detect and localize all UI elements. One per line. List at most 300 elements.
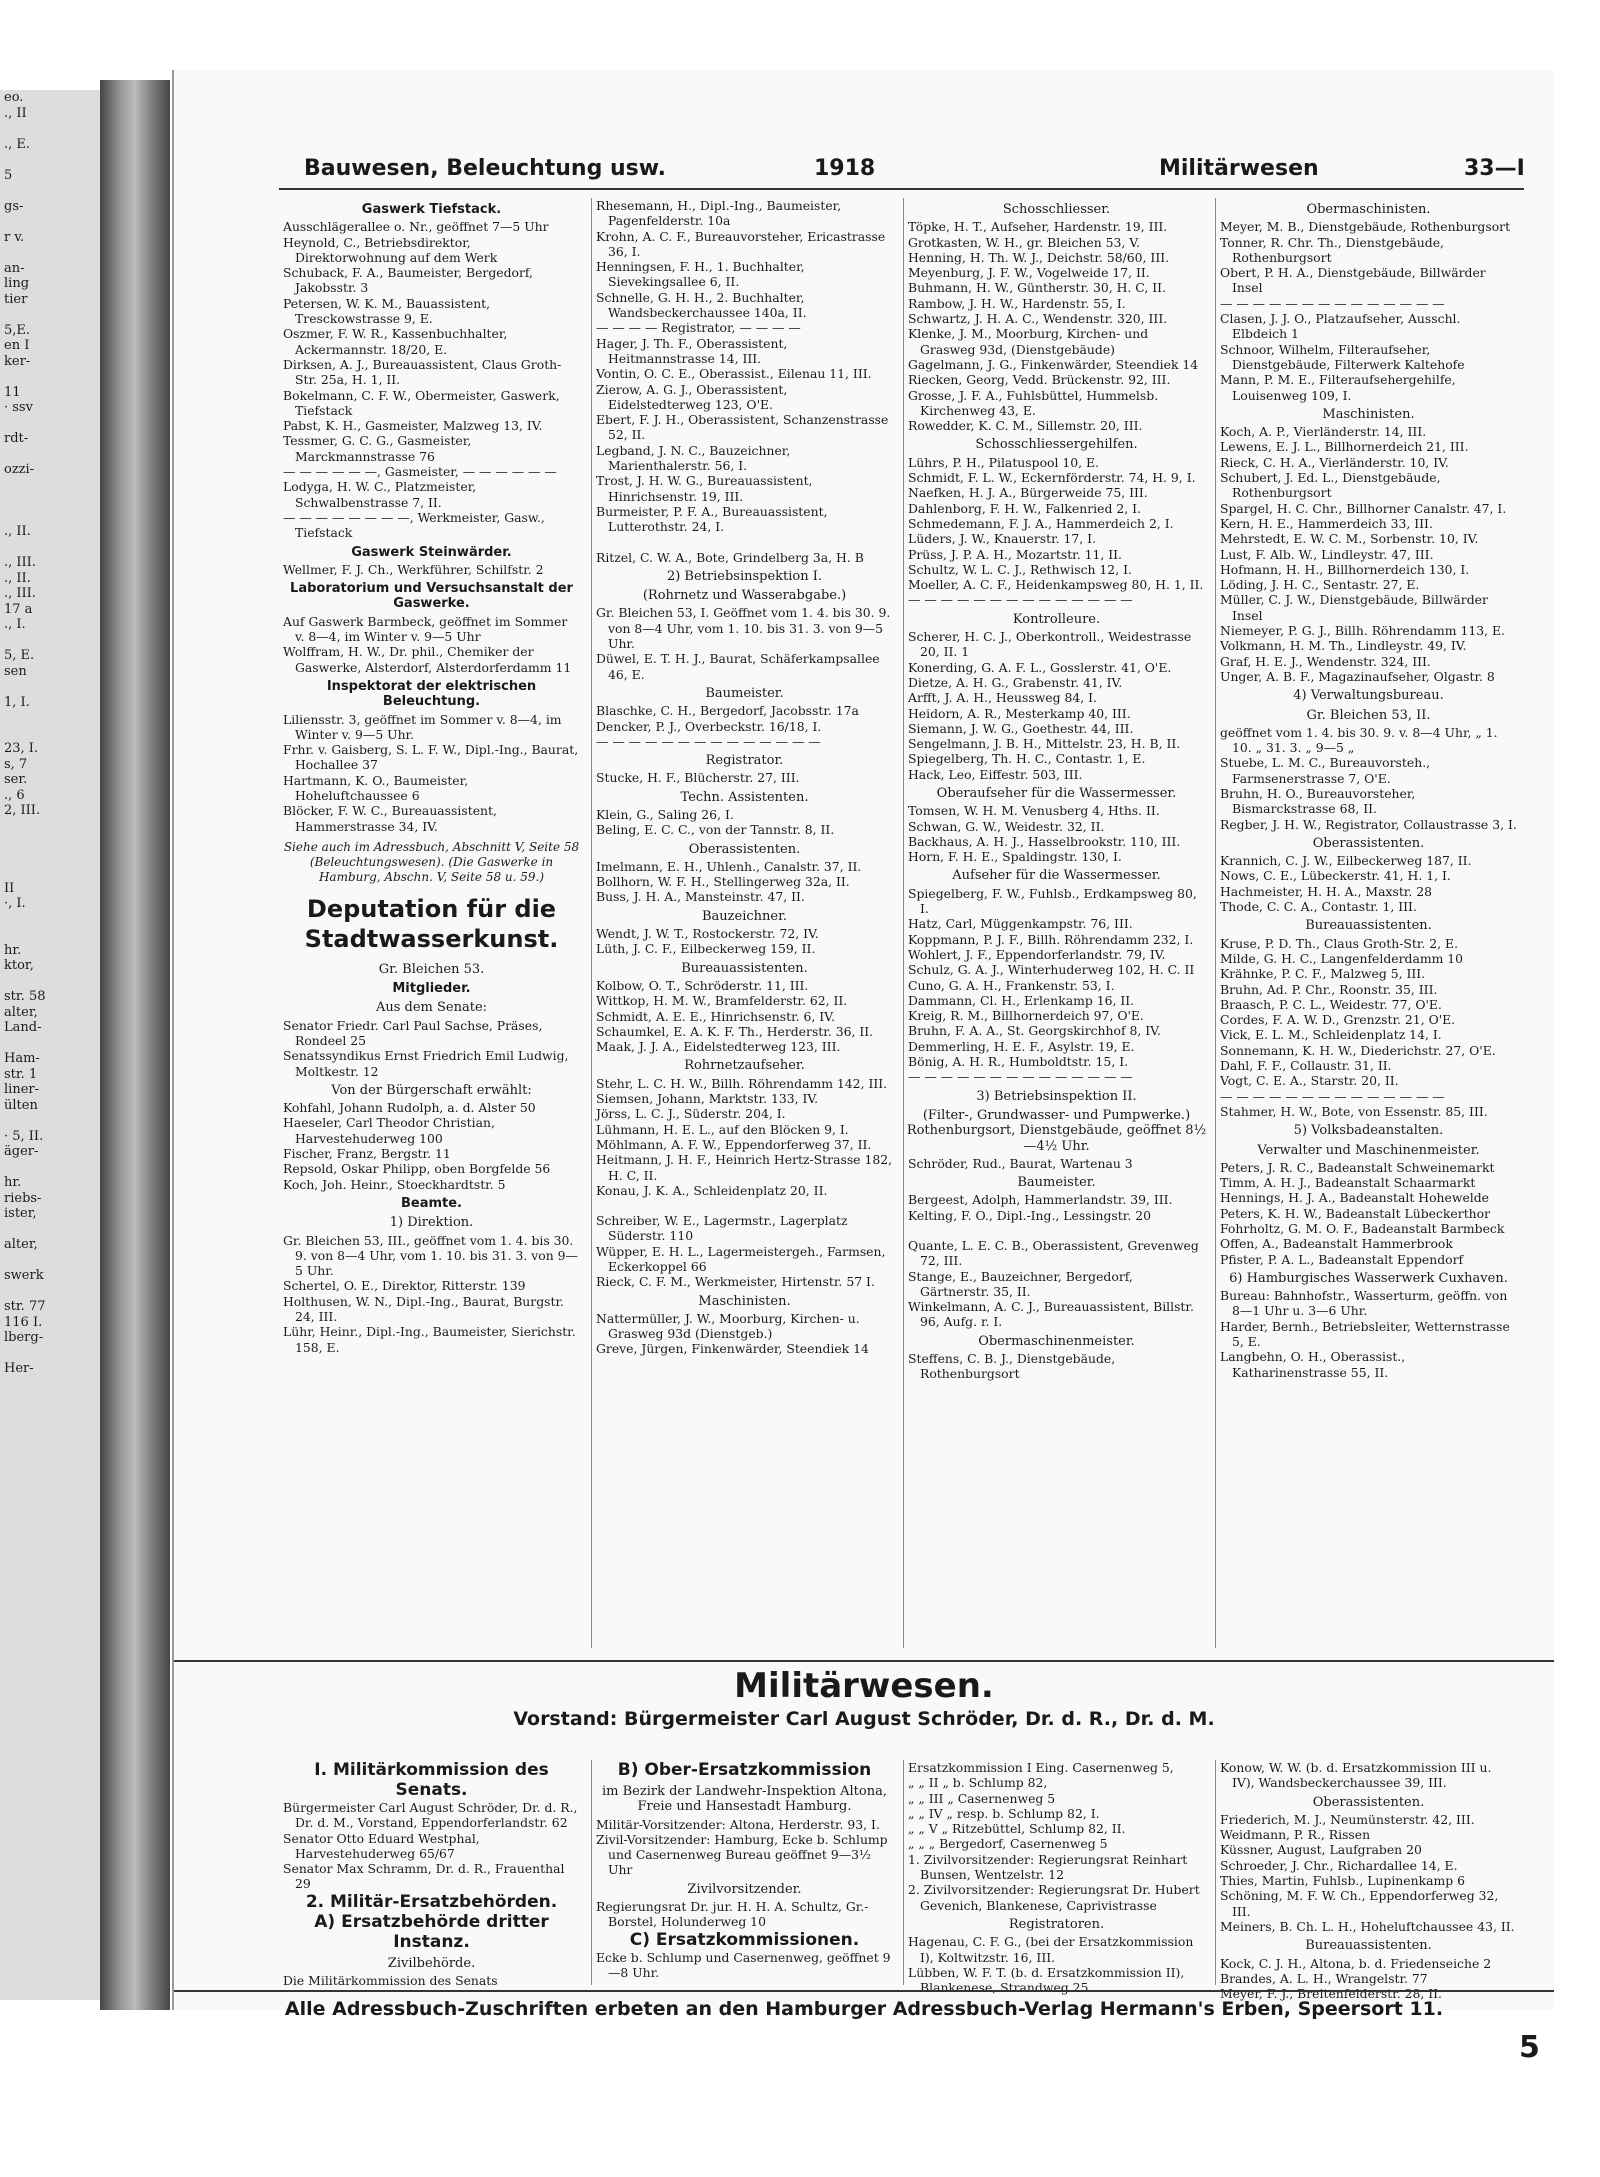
directory-entry: Klein, G., Saling 26, I. — [596, 806, 734, 822]
left-page-fragment: ozzi- — [4, 462, 35, 477]
left-page-fragment: 1, I. — [4, 694, 30, 710]
section-heading: 2. Militär-Ersatzbehörden. — [305, 1891, 558, 1912]
left-page-fragment: en I — [4, 338, 30, 353]
column-3 — [903, 198, 1209, 1648]
directory-entry: Volkmann, H. M. Th., Lindleystr. 49, IV. — [1220, 638, 1467, 654]
left-page-fragment: 11 — [4, 384, 21, 400]
directory-entry: Mehrstedt, E. W. C. M., Sorbenstr. 10, IV. — [1220, 531, 1479, 547]
directory-entry: Koppmann, P. J. F., Billh. Röhrendamm 232, I. — [908, 931, 1194, 947]
directory-entry: 1. Zivilvorsitzender: Regierungsrat Reinhart Bunsen, Wentzelstr. 12 — [908, 1851, 1188, 1883]
directory-entry: Wohlert, J. F., Eppendorferlandstr. 79, IV. — [908, 946, 1166, 962]
directory-entry: Krannich, C. J. W., Eilbeckerweg 187, II. — [1220, 853, 1472, 869]
directory-entry: Langbehn, O. H., Oberassist., Katharinenstrasse 55, II. — [1220, 1349, 1406, 1380]
directory-entry: Töpke, H. T., Aufseher, Hardenstr. 19, III. — [908, 219, 1168, 235]
section-heading: Oberassistenten. — [688, 841, 801, 857]
directory-entry: Petersen, W. K. M., Bauassistent, Tresckowstrasse 9, E. — [283, 295, 491, 327]
directory-entry: Siemsen, Johann, Marktstr. 133, IV. — [596, 1091, 819, 1107]
section-heading: Oberassistenten. — [1312, 835, 1425, 851]
left-page-fragment: Land- — [4, 1020, 42, 1035]
left-page-fragment: 2, III. — [4, 803, 41, 818]
directory-entry: Schnoor, Wilhelm, Filteraufseher, Dienstgebäude, Filterwerk Kaltehofe — [1220, 341, 1465, 372]
directory-entry: Cuno, G. A. H., Frankenstr. 53, I. — [908, 977, 1115, 993]
directory-entry: Heynold, C., Betriebsdirektor, Direktorwohnung auf dem Werk — [283, 234, 498, 265]
left-page-fragment — [0, 1346, 100, 1362]
section-heading: Obermaschinisten. — [1306, 202, 1431, 217]
left-page-fragment: an- — [4, 260, 25, 276]
directory-entry: Gr. Bleichen 53, III., geöffnet vom 1. 4. bis 30. 9. von 8—4 Uhr, vom 1. 10. bis 31. 3. von 9—5 Uhr. — [283, 1232, 578, 1279]
left-page-fragment — [0, 819, 100, 835]
directory-entry: Cordes, F. A. W. D., Grenzstr. 21, O'E. — [1220, 1012, 1456, 1028]
directory-entry: Müller, C. J. W., Dienstgebäude, Billwärder Insel — [1220, 592, 1488, 623]
section-heading: Kontrolleure. — [1012, 611, 1101, 627]
directory-entry: Buhmann, H. W., Güntherstr. 30, H. C, II. — [908, 280, 1166, 296]
directory-entry: Wittkop, H. M. W., Bramfelderstr. 62, II. — [596, 993, 848, 1009]
directory-entry: Trost, J. H. W. G., Bureauassistent, Hinrichsenstr. 19, III. — [596, 473, 813, 504]
directory-entry: Stahmer, H. W., Bote, von Essenstr. 85, III. — [1220, 1103, 1488, 1119]
military-title: Militärwesen. — [174, 1660, 1554, 1706]
left-page-fragment: ktor, — [4, 958, 34, 973]
directory-entry: Ausschlägerallee o. Nr., geöffnet 7—5 Uhr — [283, 219, 549, 235]
directory-entry: Konau, J. K. A., Schleidenplatz 20, II. — [596, 1182, 828, 1198]
left-page-fragment — [0, 493, 100, 509]
directory-entry: Legband, J. N. C., Bauzeichner, Marienthalerstr. 56, I. — [596, 442, 791, 474]
section-heading: (Filter-, Grundwasser- und Pumpwerke.) Rothenburgsort, Dienstgebäude, geöffnet 8½—4½ Uhr. — [906, 1107, 1207, 1154]
directory-entry: Riecken, Georg, Vedd. Brückenstr. 92, III. — [908, 372, 1171, 388]
left-page-fragment — [0, 540, 100, 556]
directory-entry: Löding, J. H. C., Sentastr. 27, E. — [1220, 577, 1420, 593]
left-page-fragment: gs- — [4, 198, 24, 214]
directory-entry: Kock, C. J. H., Altona, b. d. Friedenseiche 2 — [1220, 1955, 1492, 1971]
left-page-fragment — [0, 1036, 100, 1052]
directory-entry: Nattermüller, J. W., Moorburg, Kirchen- u. Grasweg 93d (Dienstgeb.) — [596, 1310, 860, 1342]
section-heading: Oberaufseher für die Wassermesser. — [936, 785, 1177, 801]
spacer — [904, 1223, 1209, 1238]
header-rule — [279, 188, 1524, 190]
directory-entry: Schwartz, J. H. A. C., Wendenstr. 320, III. — [908, 311, 1168, 327]
directory-entry: Wüpper, E. H. L., Lagermeistergeh., Farmsen, Eckerkoppel 66 — [596, 1243, 886, 1274]
left-page-fragment — [0, 633, 100, 649]
directory-entry: Düwel, E. T. H. J., Baurat, Schäferkampsallee 46, E. — [596, 651, 880, 682]
directory-entry: Sonnemann, K. H. W., Diederichstr. 27, O'E. — [1220, 1042, 1496, 1058]
directory-entry: Heitmann, J. H. F., Heinrich Hertz-Strasse 182, H. C, II. — [596, 1152, 893, 1183]
left-page-fragment: alter, — [4, 1237, 38, 1252]
left-page-fragment — [0, 121, 100, 137]
left-page-fragment: Ham- — [4, 1051, 40, 1066]
left-page-fragment: äger- — [4, 1144, 39, 1159]
section-heading: Techn. Assistenten. — [680, 789, 809, 805]
section-heading: im Bezirk der Landwehr-Inspektion Altona, Freie und Hansestadt Hamburg. — [602, 1784, 887, 1815]
directory-entry: Horn, F. H. E., Spaldingstr. 130, I. — [908, 849, 1122, 865]
directory-entry: Schnelle, G. H. H., 2. Buchhalter, Wandsbeckerchaussee 140a, II. — [596, 289, 807, 321]
section-heading: Bureauassistenten. — [1305, 918, 1432, 934]
directory-entry: Clasen, J. J. O., Platzaufseher, Ausschl. Elbdeich 1 — [1220, 311, 1461, 342]
left-page-fragment — [0, 1113, 100, 1129]
directory-entry: Holthusen, W. N., Dipl.-Ing., Baurat, Burgstr. 24, III. — [283, 1293, 564, 1324]
military-columns — [279, 1760, 1524, 2002]
directory-entry: Zivil-Vorsitzender: Hamburg, Ecke b. Schlump und Casernenweg Bureau geöffnet 9—3½ Uhr — [596, 1831, 888, 1878]
directory-entry: Zierow, A. G. J., Oberassistent, Eidelstedterweg 123, O'E. — [596, 381, 788, 412]
directory-entry: Nows, C. E., Lübeckerstr. 41, H. 1, I. — [1220, 868, 1451, 884]
directory-entry: Kruse, P. D. Th., Claus Groth-Str. 2, E. — [1220, 935, 1459, 951]
left-page-fragment: liner- — [4, 1082, 39, 1097]
directory-entry: Konerding, G. A. F. L., Gosslerstr. 41, O'E. — [908, 659, 1172, 675]
left-page-fragment — [0, 710, 100, 726]
directory-entry: Naefken, H. J. A., Bürgerweide 75, III. — [908, 485, 1148, 501]
directory-entry: Schultz, W. L. C. J., Rethwisch 12, I. — [908, 561, 1132, 577]
directory-entry: Bergeest, Adolph, Hammerlandstr. 39, III. — [908, 1192, 1173, 1208]
directory-entry: Kelting, F. O., Dipl.-Ing., Lessingstr. 20 — [908, 1207, 1151, 1223]
left-page-fragment — [0, 369, 100, 385]
directory-entry: Bokelmann, C. F. W., Obermeister, Gaswerk, Tiefstack — [283, 387, 560, 418]
section-heading: Siehe auch im Adressbuch, Abschnitt V, Seite 58 (Beleuchtungswesen). (Die Gaswerke in Hamburg, Abschn. V, Seite 58 u. 59.) — [283, 839, 580, 885]
directory-entry: Gagelmann, J. G., Finkenwärder, Steendiek 14 — [908, 356, 1199, 372]
directory-entry: Meyenburg, J. F. W., Vogelweide 17, II. — [908, 265, 1150, 281]
section-heading: 3) Betriebsinspektion II. — [976, 1088, 1137, 1104]
left-page-fragment — [0, 850, 100, 866]
directory-entry: Schubert, J. Ed. L., Dienstgebäude, Rothenburgsort — [1220, 470, 1441, 501]
section-heading: Gr. Bleichen 53, II. — [1306, 707, 1431, 723]
directory-entry: Hennings, H. J. A., Badeanstalt Hohewelde — [1220, 1190, 1490, 1206]
section-heading: 1) Direktion. — [389, 1215, 474, 1231]
directory-entry: geöffnet vom 1. 4. bis 30. 9. v. 8—4 Uhr, „ 1. 10. „ 31. 3. „ 9—5 „ — [1220, 724, 1498, 756]
left-page-fragment: rdt- — [4, 431, 29, 446]
section-heading: Bauzeichner. — [701, 908, 787, 924]
left-page-fragment — [0, 974, 100, 990]
section-heading: C) Ersatzkommissionen. — [629, 1929, 860, 1950]
directory-entry: Fischer, Franz, Bergstr. 11 — [283, 1146, 451, 1162]
directory-entry: Schertel, O. E., Direktor, Ritterstr. 139 — [283, 1278, 526, 1294]
directory-entry: Henning, H. Th. W. J., Deichstr. 58/60, III. — [908, 249, 1170, 265]
directory-entry: Senatssyndikus Ernst Friedrich Emil Ludwig, Moltkestr. 12 — [283, 1048, 569, 1079]
section-heading: Laboratorium und Versuchsanstalt der Gaswerke. — [290, 581, 573, 612]
left-page-fragment — [0, 307, 100, 323]
directory-entry: Obert, P. H. A., Dienstgebäude, Billwärder Insel — [1220, 265, 1486, 296]
directory-entry: Moeller, A. C. F., Heidenkampsweg 80, H. 1, II. — [908, 577, 1204, 593]
directory-entry: Die Militärkommission des Senats — [283, 1973, 498, 1989]
directory-entry: Küssner, August, Laufgraben 20 — [1220, 1842, 1422, 1858]
directory-entry: Schroeder, J. Chr., Richardallee 14, E. — [1220, 1857, 1458, 1873]
directory-entry: Kohfahl, Johann Rudolph, a. d. Alster 50 — [283, 1100, 536, 1116]
directory-entry: Ebert, F. J. H., Oberassistent, Schanzenstrasse 52, II. — [596, 412, 889, 443]
directory-entry: Dahlenborg, F. H. W., Falkenried 2, I. — [908, 500, 1141, 516]
section-heading: Schosschliesser. — [1002, 202, 1111, 217]
section-heading: 6) Hamburgisches Wasserwerk Cuxhaven. — [1229, 1270, 1508, 1286]
directory-entry: Bureau: Bahnhofstr., Wasserturm, geöffn. von 8—1 Uhr u. 3—6 Uhr. — [1220, 1288, 1508, 1319]
military-column-1 — [279, 1760, 584, 1989]
directory-entry: Thies, Martin, Fuhlsb., Lupinenkamp 6 — [1220, 1873, 1465, 1889]
directory-entry: Unger, A. B. F., Magazinaufseher, Olgastr. 8 — [1220, 668, 1495, 684]
section-heading: Rohrnetzaufseher. — [684, 1058, 805, 1074]
directory-entry: — — — — — — — —, Werkmeister, Gasw., Tiefstack — [283, 509, 545, 541]
directory-entry: Hachmeister, H. H. A., Maxstr. 28 — [1220, 883, 1433, 899]
directory-entry: Bruhn, F. A. A., St. Georgskirchhof 8, IV. — [908, 1023, 1161, 1039]
directory-entry: Koch, A. P., Vierländerstr. 14, III. — [1220, 424, 1427, 440]
directory-entry: Militär-Vorsitzender: Altona, Herderstr. 93, I. — [596, 1816, 880, 1832]
directory-entry: Milde, G. H. C., Langenfelderdamm 10 — [1220, 950, 1464, 966]
directory-entry: Haeseler, Carl Theodor Christian, Harvestehuderweg 100 — [283, 1115, 495, 1146]
left-page-fragment: · ssv — [4, 400, 33, 415]
military-column-2 — [591, 1760, 897, 1985]
directory-entry: Weidmann, P. R., Rissen — [1220, 1827, 1371, 1843]
left-page-fragment — [0, 726, 100, 742]
directory-entry: Thode, C. C. A., Contastr. 1, III. — [1220, 899, 1417, 915]
directory-entry: Dammann, Cl. H., Erlenkamp 16, II. — [908, 992, 1135, 1008]
directory-entry: Koch, Joh. Heinr., Stoeckhardtstr. 5 — [283, 1176, 506, 1192]
left-page-fragment: 5, E. — [4, 648, 35, 663]
directory-entry: Gr. Bleichen 53, I. Geöffnet vom 1. 4. bis 30. 9. von 8—4 Uhr, vom 1. 10. bis 31. 3. von 9—5 Uhr. — [596, 605, 891, 652]
left-page-fragment: ., II. — [4, 524, 31, 539]
left-page-fragment — [0, 447, 100, 463]
directory-entry: Stucke, H. F., Blücherstr. 27, III. — [596, 770, 800, 786]
section-heading: Baumeister. — [1017, 1175, 1096, 1191]
directory-entry: Lühr, Heinr., Dipl.-Ing., Baumeister, Sierichstr. 158, E. — [283, 1324, 576, 1355]
directory-entry: Wendt, J. W. T., Rostockerstr. 72, IV. — [596, 926, 819, 942]
directory-entry: Backhaus, A. H. J., Hasselbrookstr. 110, III. — [908, 833, 1181, 849]
directory-columns — [279, 198, 1524, 1648]
directory-entry: Senator Otto Eduard Westphal, Harvestehuderweg 65/67 — [283, 1830, 480, 1861]
directory-entry: — — — — — — — — — — — — — — — [1220, 1088, 1445, 1104]
directory-entry: Grotkasten, W. H., gr. Bleichen 53, V. — [908, 234, 1141, 250]
directory-entry: Timm, A. H. J., Badeanstalt Schaarmarkt — [1220, 1175, 1476, 1191]
section-heading: Gaswerk Steinwärder. — [351, 544, 512, 560]
directory-entry: — — — — — — — — — — — — — — — [908, 592, 1133, 608]
directory-entry: Fohrholtz, G. M. O. F., Badeanstalt Barmbeck — [1220, 1221, 1505, 1236]
directory-entry: Kreig, R. M., Billhornerdeich 97, O'E. — [908, 1008, 1144, 1024]
section-heading: Zivilbehörde. — [387, 1955, 476, 1971]
military-column-4 — [1215, 1760, 1521, 2002]
directory-entry: Quante, L. E. C. B., Oberassistent, Grevenweg 72, III. — [908, 1238, 1199, 1269]
section-heading: Gaswerk Tiefstack. — [361, 202, 502, 217]
left-page-fragment: ., E. — [4, 136, 31, 152]
directory-entry: Senator Max Schramm, Dr. d. R., Frauenthal 29 — [283, 1861, 565, 1892]
directory-entry: Demmerling, H. E. F., Asylstr. 19, E. — [908, 1038, 1135, 1054]
section-heading: Aus dem Senate: — [375, 1000, 488, 1016]
directory-entry: Frhr. v. Gaisberg, S. L. F. W., Dipl.-Ing., Baurat, Hochallee 37 — [283, 742, 579, 773]
directory-entry: Siemann, J. W. G., Goethestr. 44, III. — [908, 720, 1134, 736]
left-page-fragment: · 5, II. — [4, 1128, 44, 1144]
left-page-fragment: ·, I. — [4, 896, 26, 911]
directory-entry: Lewens, E. J. L., Billhornerdeich 21, III. — [1220, 439, 1469, 455]
section-heading: Zivilvorsitzender. — [687, 1881, 802, 1897]
directory-entry: Klenke, J. M., Moorburg, Kirchen- und Grasweg 93d, (Dienstgebäude) — [908, 326, 1149, 357]
directory-entry: — — — — — — — — — — — — — — — [908, 1069, 1133, 1085]
directory-entry: Arfft, J. A. H., Heussweg 84, I. — [908, 690, 1097, 706]
directory-entry: Heidorn, A. R., Mesterkamp 40, III. — [908, 705, 1131, 721]
left-page-fragment: ., II. — [4, 570, 31, 586]
directory-entry: Bönig, A. H. R., Humboldtstr. 15, I. — [908, 1054, 1129, 1070]
section-heading: Mitglieder. — [392, 981, 471, 997]
directory-entry: Schreiber, W. E., Lagermstr., Lagerplatz Süderstr. 110 — [596, 1213, 848, 1244]
directory-entry: Friederich, M. J., Neumünsterstr. 42, III. — [1220, 1811, 1475, 1827]
directory-entry: Stuebe, L. M. C., Bureauvorsteh., Farmsenerstrasse 7, O'E. — [1220, 755, 1431, 786]
directory-entry: Burmeister, P. F. A., Bureauassistent, Lutterothstr. 24, I. — [596, 503, 828, 535]
directory-entry: Rieck, C. H. A., Vierländerstr. 10, IV. — [1220, 454, 1449, 470]
directory-entry: Schulz, G. A. J., Winterhuderweg 102, H. C. II — [908, 962, 1195, 978]
left-page-fragment — [0, 509, 100, 525]
directory-entry: Schmidt, F. L. W., Eckernförderstr. 74, H. 9, I. — [908, 470, 1196, 486]
directory-entry: Vontin, O. C. E., Oberassist., Eilenau 11, III. — [596, 366, 872, 382]
directory-entry: Sengelmann, J. B. H., Mittelstr. 23, H. B, II. — [908, 736, 1181, 752]
left-page-fragment: ling — [4, 276, 30, 291]
directory-entry: Blöcker, F. W. C., Bureauassistent, Hammerstrasse 34, IV. — [283, 803, 497, 834]
directory-entry: Möhlmann, A. F. W., Eppendorferweg 37, II. — [596, 1136, 872, 1152]
left-page-fragment — [0, 1160, 100, 1176]
directory-entry: — — — — Registrator, — — — — — [596, 320, 801, 336]
directory-entry: Schröder, Rud., Baurat, Wartenau 3 — [908, 1155, 1133, 1171]
directory-entry: Tessmer, G. C. G., Gasmeister, Marckmannstrasse 76 — [283, 433, 472, 464]
directory-entry: Krohn, A. C. F., Bureauvorsteher, Ericastrasse 36, I. — [596, 228, 886, 259]
left-page-fragment: swerk — [4, 1268, 44, 1283]
section-heading: Deputation für die Stadtwasserkunst. — [304, 894, 559, 953]
left-page-fragment: ., II — [4, 105, 27, 121]
section-heading: Gr. Bleichen 53. — [378, 961, 485, 977]
section-heading: Schosschliessergehilfen. — [975, 437, 1138, 453]
left-page-fragment: lberg- — [4, 1330, 44, 1345]
left-page-fragment: ker- — [4, 353, 31, 369]
left-page-fragment: s, 7 — [4, 756, 28, 772]
left-page-fragment: ., III. — [4, 586, 36, 601]
directory-entry: Dahl, F. F., Collaustr. 31, II. — [1220, 1058, 1392, 1074]
directory-entry: Peters, J. R. C., Badeanstalt Schweinemarkt — [1220, 1159, 1495, 1175]
directory-entry: Tonner, R. Chr. Th., Dienstgebäude, Rothenburgsort — [1220, 234, 1444, 265]
left-page-fragment — [0, 1284, 100, 1300]
directory-entry: Maak, J. J. A., Eidelstedterweg 123, III. — [596, 1039, 841, 1055]
left-page-fragment: ser. — [4, 772, 28, 787]
directory-entry: Hartmann, K. O., Baumeister, Hoheluftchaussee 6 — [283, 772, 469, 803]
left-page-fragment — [0, 865, 100, 881]
header-right: Militärwesen — [1159, 156, 1319, 181]
directory-entry: Lühmann, H. E. L., auf den Blöcken 9, I. — [596, 1121, 849, 1137]
section-heading: Aufseher für die Wassermesser. — [952, 868, 1161, 884]
left-page-fragment — [0, 834, 100, 850]
header-year: 1918 — [814, 156, 876, 181]
directory-entry: — — — — — — — — — — — — — — — [1220, 295, 1445, 311]
column-4 — [1215, 198, 1521, 1648]
directory-entry: Henningsen, F. H., 1. Buchhalter, Sievekingsallee 6, II. — [596, 259, 805, 290]
directory-entry: Bollhorn, W. F. H., Stellingerweg 32a, II. — [596, 874, 850, 890]
publisher-footer: Alle Adressbuch-Zuschriften erbeten an den Hamburger Adressbuch-Verlag Hermann's Erben, Speersort 11. — [174, 1990, 1554, 2020]
directory-entry: Grosse, J. F. A., Fuhlsbüttel, Hummelsb. Kirchenweg 43, E. — [908, 387, 1159, 418]
left-page-fragment: 5,E. — [4, 322, 31, 338]
section-heading: 2) Betriebsinspektion I. — [666, 568, 823, 584]
header-page: 33—I — [1464, 156, 1525, 181]
section-heading: Registratoren. — [1008, 1916, 1105, 1932]
section-heading: 5) Volksbadeanstalten. — [1293, 1123, 1444, 1139]
running-header — [174, 148, 1554, 188]
left-page-edge — [0, 90, 103, 2000]
left-page-fragment: tier — [4, 291, 28, 307]
directory-entry: Harder, Bernh., Betriebsleiter, Wetternstrasse 5, E. — [1220, 1318, 1510, 1350]
left-page-fragment: ., III. — [4, 555, 36, 570]
directory-entry: Konow, W. W. (b. d. Ersatzkommission III u. IV), Wandsbeckerchaussee 39, III. — [1220, 1760, 1492, 1791]
directory-entry: Stehr, L. C. H. W., Billh. Röhrendamm 142, III. — [596, 1075, 888, 1091]
directory-entry: Liliensstr. 3, geöffnet im Sommer v. 8—4, im Winter v. 9—5 Uhr. — [283, 711, 562, 742]
directory-entry: Lührs, P. H., Pilatuspool 10, E. — [908, 454, 1100, 470]
directory-entry: Vogt, C. E. A., Starstr. 20, II. — [1220, 1073, 1399, 1089]
directory-entry: Hager, J. Th. F., Oberassistent, Heitmannstrasse 14, III. — [596, 335, 788, 366]
directory-entry: Wolffram, H. W., Dr. phil., Chemiker der Gaswerke, Alsterdorf, Alsterdorferdamm 11 — [283, 644, 572, 675]
directory-entry: Dirksen, A. J., Bureauassistent, Claus Groth-Str. 25a, H. 1, II. — [283, 356, 562, 388]
left-page-fragment: Her- — [4, 1361, 34, 1376]
section-heading: Obermaschinenmeister. — [978, 1333, 1135, 1349]
directory-entry: Schaumkel, E. A. K. F. Th., Herderstr. 36, II. — [596, 1023, 874, 1039]
directory-entry: Pabst, K. H., Gasmeister, Malzweg 13, IV. — [283, 418, 543, 434]
directory-entry: Offen, A., Badeanstalt Hammerbrook — [1220, 1236, 1453, 1252]
directory-entry: Mann, P. M. E., Filteraufsehergehilfe, Louisenweg 109, I. — [1220, 372, 1456, 403]
directory-entry: Peters, K. H. W., Badeanstalt Lübeckerthor — [1220, 1205, 1491, 1221]
directory-entry: Ecke b. Schlump und Casernenweg, geöffnet 9—8 Uhr. — [596, 1949, 891, 1980]
directory-entry: Repsold, Oskar Philipp, oben Borgfelde 56 — [283, 1161, 551, 1177]
directory-entry: Schmidt, A. E. E., Hinrichsenstr. 6, IV. — [596, 1008, 835, 1024]
left-page-fragment: 17 a — [4, 601, 33, 617]
directory-entry: — — — — — —, Gasmeister, — — — — — — — [283, 464, 557, 480]
directory-entry: Winkelmann, A. C. J., Bureauassistent, Billstr. 96, Aufg. r. I. — [908, 1299, 1194, 1330]
directory-entry: Buss, J. H. A., Mansteinstr. 47, II. — [596, 889, 805, 905]
directory-entry: Bürgermeister Carl August Schröder, Dr. d. R., Dr. d. M., Vorstand, Eppendorferlandstr. 62 — [283, 1800, 578, 1831]
section-heading: Inspektorat der elektrischen Beleuchtung. — [326, 678, 537, 710]
column-1 — [279, 198, 584, 1648]
left-page-fragment: str. 58 — [4, 989, 46, 1004]
left-page-fragment — [0, 927, 100, 943]
directory-entry: Bruhn, Ad. P. Chr., Roonstr. 35, III. — [1220, 981, 1438, 997]
section-heading: A) Ersatzbehörde dritter Instanz. — [314, 1911, 549, 1952]
directory-entry: Dencker, P. J., Overbeckstr. 16/18, I. — [596, 718, 822, 734]
spacer — [592, 535, 897, 550]
directory-entry: Jörss, L. C. J., Süderstr. 204, I. — [596, 1106, 786, 1122]
directory-entry: Prüss, J. P. A. H., Mozartstr. 11, II. — [908, 546, 1122, 562]
left-page-fragment: 23, I. — [4, 741, 39, 756]
directory-entry: 2. Zivilvorsitzender: Regierungsrat Dr. Hubert Gevenich, Blankenese, Caprivistrasse — [908, 1882, 1200, 1913]
directory-entry: Stange, E., Bauzeichner, Bergedorf, Gärtnerstr. 35, II. — [908, 1268, 1133, 1299]
left-page-fragment: II — [4, 880, 15, 896]
left-page-fragment: ülten — [4, 1097, 38, 1113]
directory-entry: — — — — — — — — — — — — — — — [596, 733, 821, 749]
directory-entry: Schuback, F. A., Baumeister, Bergedorf, Jakobsstr. 3 — [283, 265, 533, 296]
left-page-fragment: ., I. — [4, 617, 26, 632]
directory-entry: Meyer, M. B., Dienstgebäude, Rothenburgsort — [1220, 219, 1511, 235]
section-heading: Verwalter und Maschinenmeister. — [1257, 1142, 1480, 1158]
left-page-fragment: sen — [4, 663, 27, 679]
column-2 — [591, 198, 897, 1648]
left-page-fragment — [0, 679, 100, 695]
directory-entry: Blaschke, C. H., Bergedorf, Jacobsstr. 17a — [596, 703, 859, 719]
left-page-fragment: eo. — [4, 90, 24, 105]
directory-entry: Lodyga, H. W. C., Platzmeister, Schwalbenstrasse 7, II. — [283, 479, 477, 510]
left-page-fragment: hr. — [4, 1175, 22, 1190]
military-vorstand: Vorstand: Bürgermeister Carl August Schröder, Dr. d. R., Dr. d. M. — [513, 1708, 1215, 1730]
section-heading: Baumeister. — [705, 685, 784, 701]
left-page-fragment: str. 77 — [4, 1299, 46, 1314]
military-column-3 — [903, 1760, 1209, 1996]
left-page-fragment: ister, — [4, 1206, 37, 1221]
left-page-fragment — [0, 912, 100, 928]
directory-entry: Schöning, M. F. W. Ch., Eppendorferweg 32, III. — [1220, 1888, 1499, 1919]
directory-entry: Tomsen, W. H. M. Venusberg 4, Hths. II. — [908, 803, 1160, 819]
directory-entry: Schmedemann, F. J. A., Hammerdeich 2, I. — [908, 515, 1174, 531]
directory-entry: Pfister, P. A. L., Badeanstalt Eppendorf — [1220, 1251, 1464, 1267]
directory-entry: Spargel, H. C. Chr., Billhorner Canalstr. 47, I. — [1220, 500, 1507, 516]
section-heading: (Rohrnetz und Wasserabgabe.) — [642, 588, 847, 604]
section-heading: Registrator. — [705, 753, 784, 769]
directory-entry: Regierungsrat Dr. jur. H. H. A. Schultz, Gr.-Borstel, Holunderweg 10 — [596, 1899, 869, 1930]
directory-entry: „ „ V „ Ritzebüttel, Schlump 82, II. — [908, 1821, 1126, 1837]
directory-entry: „ „ III „ Casernenweg 5 — [908, 1790, 1056, 1806]
directory-entry: Greve, Jürgen, Finkenwärder, Steendiek 14 — [596, 1341, 869, 1357]
directory-entry: Graf, H. E. J., Wendenstr. 324, III. — [1220, 653, 1431, 669]
directory-entry: Spiegelberg, F. W., Fuhlsb., Erdkampsweg 80, I. — [908, 885, 1197, 917]
directory-entry: Schwan, G. W., Weidestr. 32, II. — [908, 818, 1105, 834]
section-heading: B) Ober-Ersatzkommission — [617, 1760, 872, 1780]
